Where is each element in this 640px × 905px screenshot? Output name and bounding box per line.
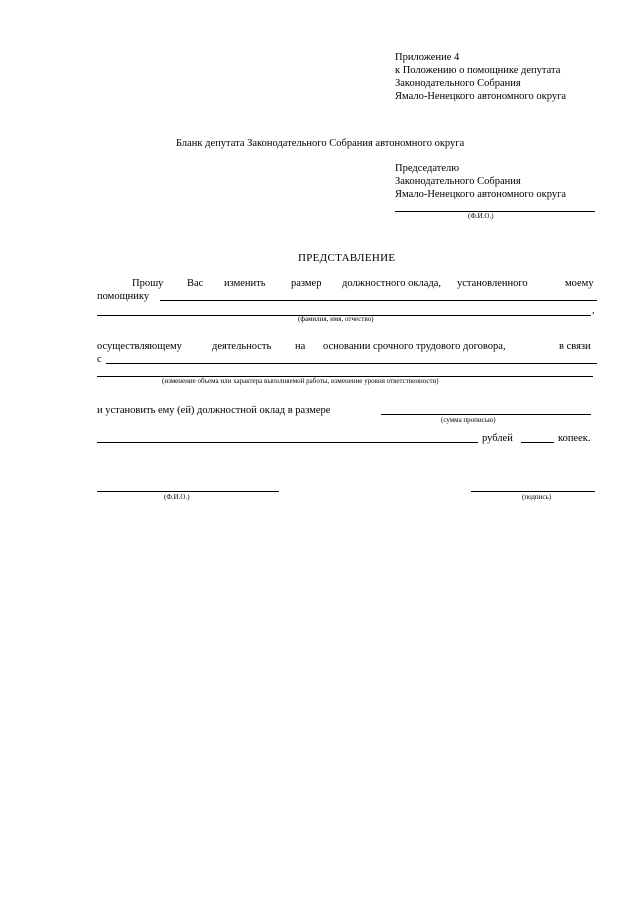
addressee-line-3: Ямало-Ненецкого автономного округа (395, 189, 567, 200)
appendix-line-1: Приложение 4 (395, 52, 460, 63)
document-title: ПРЕДСТАВЛЕНИЕ (298, 252, 396, 264)
p1-word-6: установленного (457, 278, 528, 289)
p2-line2: с (97, 354, 102, 365)
addressee-line-2: Законодательного Собрания (395, 176, 521, 187)
p3-text: и установить ему (ей) должностной оклад в размере (97, 405, 331, 416)
appendix-line-3: Законодательного Собрания (395, 78, 521, 89)
kopecks-label: копеек. (558, 433, 591, 444)
p1-word-5: должностного оклада, (342, 278, 441, 289)
appendix-line-2: к Положению о помощнике депутата (395, 65, 561, 76)
addressee-line-1: Председателю (395, 163, 460, 174)
p2-word-4: основании срочного трудового договора, (323, 341, 506, 352)
rubles-label: рублей (482, 433, 513, 444)
sum-line-2 (97, 442, 478, 443)
addressee-fio-line (395, 211, 595, 212)
p2-word-3: на (295, 341, 306, 352)
change-line (106, 363, 597, 364)
p1-word-4: размер (291, 278, 322, 289)
signature-fio-line (97, 491, 279, 492)
appendix-line-4: Ямало-Ненецкого автономного округа (395, 91, 567, 102)
kopecks-line (521, 442, 554, 443)
signature-fio-caption: (Ф.И.О.) (164, 493, 190, 501)
sum-line (381, 414, 591, 415)
p2-word-1: осуществляющему (97, 341, 182, 352)
letterhead: Бланк депутата Законодательного Собрания автономного округа (176, 138, 465, 149)
addressee-fio-caption: (Ф.И.О.) (468, 212, 494, 220)
p1-word-2: Вас (187, 278, 204, 289)
assistant-line (160, 300, 597, 301)
comma: , (592, 305, 595, 316)
p1-word-7: моему (565, 278, 594, 289)
caption-change: (изменение объема или характера выполняемой работы, изменение уровня ответственности) (162, 377, 439, 385)
signature-line (471, 491, 595, 492)
p1-line2: помощнику (97, 291, 150, 302)
signature-caption: (подпись) (522, 493, 552, 501)
p1-word-1: Прошу (132, 278, 164, 289)
p2-word-5: в связи (559, 341, 591, 352)
p2-word-2: деятельность (212, 341, 272, 352)
caption-name: (фамилия, имя, отчество) (298, 315, 374, 323)
p1-word-3: изменить (224, 278, 266, 289)
caption-sum: (сумма прописью) (441, 416, 496, 424)
